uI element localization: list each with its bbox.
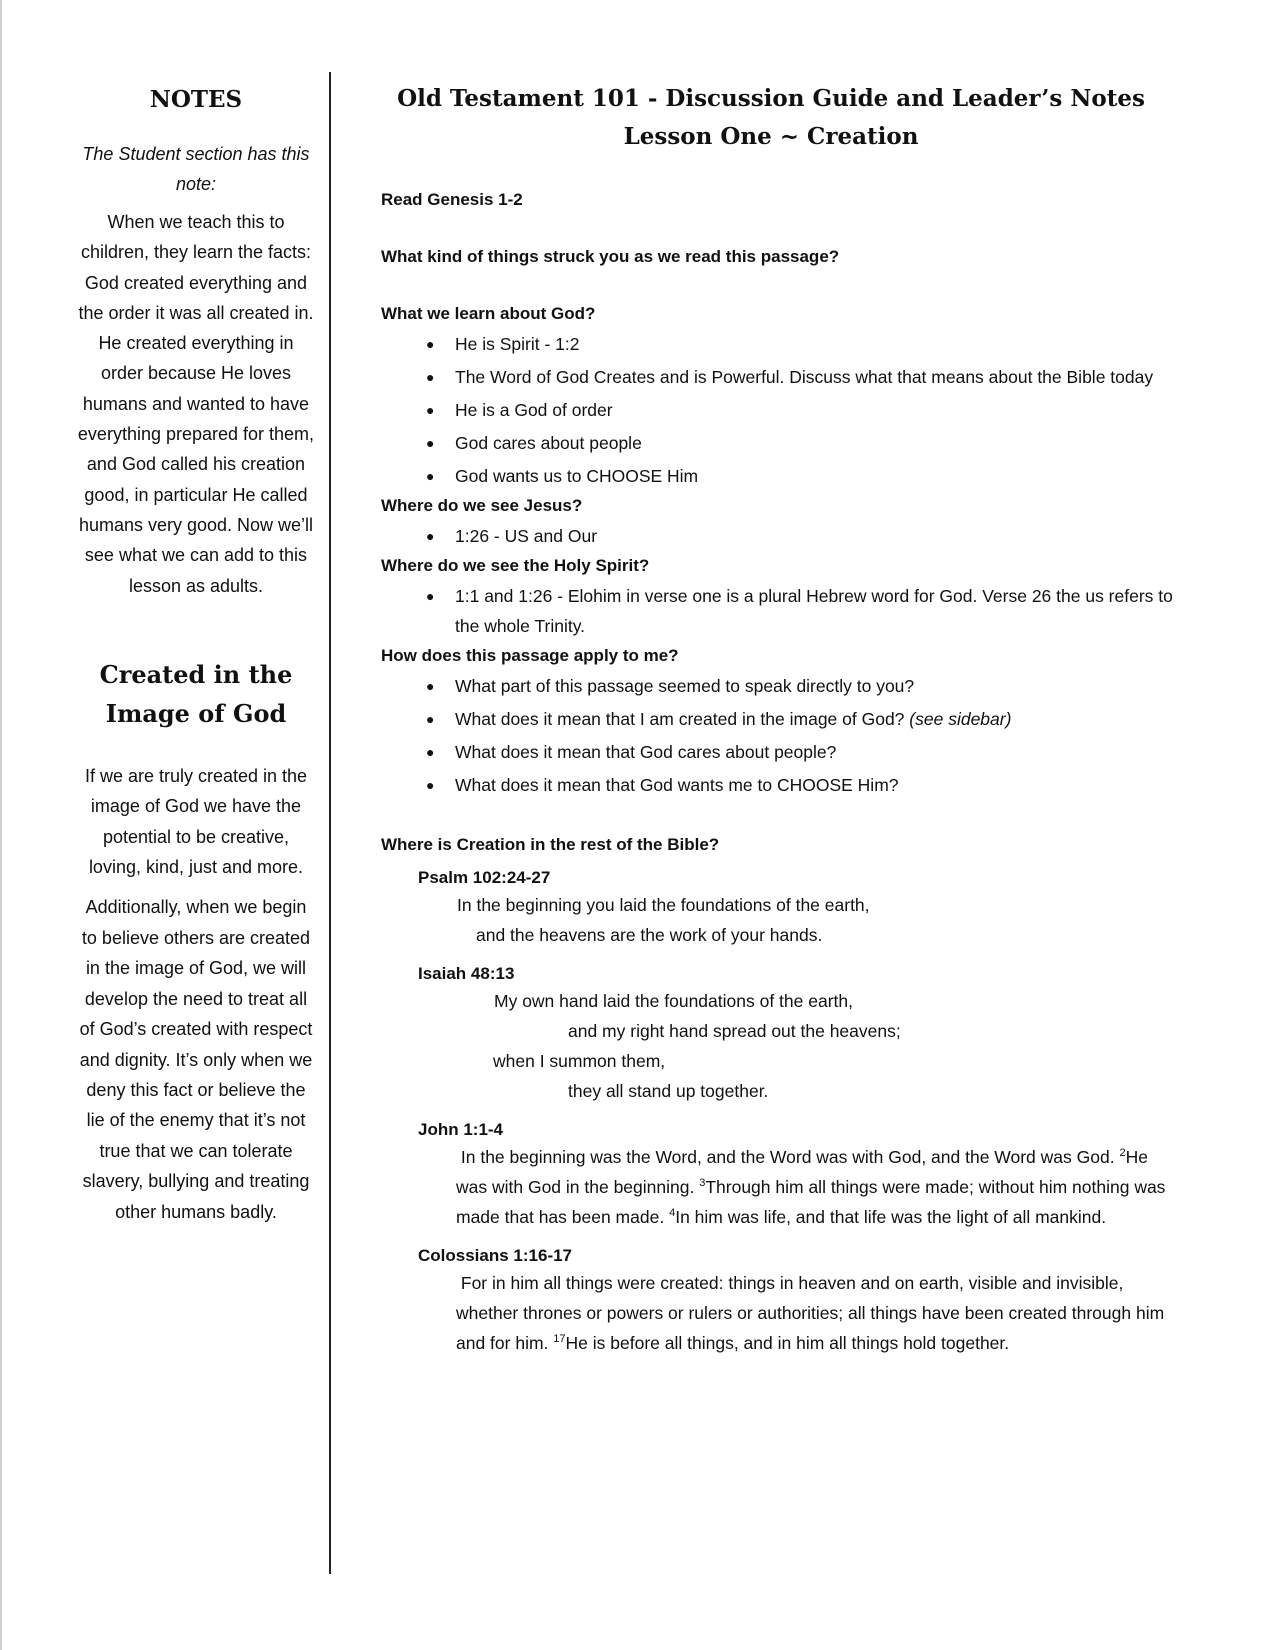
list-item: ● What does it mean that God cares about people? xyxy=(426,737,1201,767)
bullet-icon: ● xyxy=(426,435,435,451)
question-apply: How does this passage apply to me? xyxy=(381,646,679,665)
list-item: ● God cares about people xyxy=(426,428,1201,458)
image-of-god-para2: Additionally, when we begin to believe others are created in the image of God, we will develop the need to treat all of God’s created with respect and dignity. It’s only when we deny this fact or believe the lie of the enemy that it’s not true that we can tolerate slavery, bullying and treating other humans badly. xyxy=(79,897,313,1222)
image-heading-line1: Created in the xyxy=(99,659,293,689)
page-left-edge xyxy=(0,0,2,1650)
jesus-list xyxy=(381,521,1201,551)
list-item: ● 1:26 - US and Our xyxy=(426,521,1201,551)
list-item: ● He is a God of order xyxy=(426,395,1201,425)
image-heading-line2: Image of God xyxy=(105,698,287,728)
question-creation-rest-of-bible: Where is Creation in the rest of the Bible? xyxy=(381,835,720,854)
psalm-line1: In the beginning you laid the foundations of the earth, xyxy=(457,895,870,915)
notes-heading: NOTES xyxy=(149,86,243,113)
bullet-icon: ● xyxy=(426,369,435,385)
question-jesus: Where do we see Jesus? xyxy=(381,496,583,515)
isaiah-line2: and my right hand spread out the heavens; xyxy=(568,1021,901,1041)
isaiah-line3: when I summon them, xyxy=(493,1051,666,1071)
main-content xyxy=(381,80,1201,1358)
student-note-label: The Student section has this note: xyxy=(82,144,310,194)
john-passage: In the beginning was the Word, and the Word was with God, and the Word was God. $^2$He was with God in the beginning. $^3$Through him all things were made; without him nothing was made that has been made. $^4$In him was life, and that life was the light of all mankind. xyxy=(456,1147,1166,1227)
question-holy-spirit: Where do we see the Holy Spirit? xyxy=(381,556,650,575)
bullet-icon: ● xyxy=(426,588,435,604)
image-of-god-para1: If we are truly created in the image of God we have the potential to be creative, loving, kind, just and more. xyxy=(84,765,308,878)
title-line2: Lesson One ~ Creation xyxy=(623,123,919,150)
column-divider xyxy=(329,72,331,1574)
colossians-passage: For in him all things were created: things in heaven and on earth, visible and invisible, whether thrones or powers or rulers or authorities; all things have been created through him and for him. $^{17}$He is before all things, and in him all things hold together. xyxy=(456,1273,1165,1353)
question-learn-about-god: What we learn about God? xyxy=(381,304,596,323)
page-title xyxy=(381,80,1161,156)
list-item: ● God wants us to CHOOSE Him xyxy=(426,461,1201,491)
bullet-icon: ● xyxy=(426,711,435,727)
isaiah-reference: Isaiah 48:13 xyxy=(418,964,515,983)
title-line1: Old Testament 101 - Discussion Guide and Leader’s Notes xyxy=(397,85,1145,112)
colossians-reference: Colossians 1:16-17 xyxy=(418,1246,573,1265)
apply-list xyxy=(381,671,1201,800)
list-item: ● What part of this passage seemed to speak directly to you? xyxy=(426,671,1201,701)
list-item: ● What does it mean that God wants me to CHOOSE Him? xyxy=(426,770,1201,800)
bullet-icon: ● xyxy=(426,744,435,760)
isaiah-line1: My own hand laid the foundations of the earth, xyxy=(494,991,853,1011)
list-item: ● 1:1 and 1:26 - Elohim in verse one is a plural Hebrew word for God. Verse 26 the us refers to the whole Trinity. xyxy=(426,581,1201,641)
psalm-reference: Psalm 102:24-27 xyxy=(418,868,551,887)
question-struck: What kind of things struck you as we read this passage? xyxy=(381,247,840,266)
god-list xyxy=(381,329,1201,491)
see-sidebar-note: (see sidebar) xyxy=(909,709,1012,729)
list-item: ● What does it mean that I am created in the image of God? (see sidebar) xyxy=(426,704,1201,734)
bullet-icon: ● xyxy=(426,678,435,694)
image-of-god-heading xyxy=(76,655,316,733)
isaiah-line4: they all stand up together. xyxy=(568,1081,769,1101)
bullet-icon: ● xyxy=(426,468,435,484)
list-item: ● The Word of God Creates and is Powerful. Discuss what that means about the Bible today xyxy=(426,362,1201,392)
bullet-icon: ● xyxy=(426,528,435,544)
bullet-icon: ● xyxy=(426,777,435,793)
bullet-icon: ● xyxy=(426,402,435,418)
list-item: ● He is Spirit - 1:2 xyxy=(426,329,1201,359)
psalm-line2: and the heavens are the work of your hands. xyxy=(476,925,823,945)
notes-sidebar xyxy=(76,86,316,1227)
read-instruction: Read Genesis 1-2 xyxy=(381,190,523,209)
student-note: When we teach this to children, they learn the facts: God created everything and the order it was all created in. He created everything in order because He loves humans and wanted to have everything prepared for them, and God called his creation good, in particular He called humans very good. Now we’ll see what we can add to this lesson as adults. xyxy=(77,212,315,596)
bullet-icon: ● xyxy=(426,336,435,352)
spirit-list xyxy=(381,581,1201,641)
john-reference: John 1:1-4 xyxy=(418,1120,504,1139)
